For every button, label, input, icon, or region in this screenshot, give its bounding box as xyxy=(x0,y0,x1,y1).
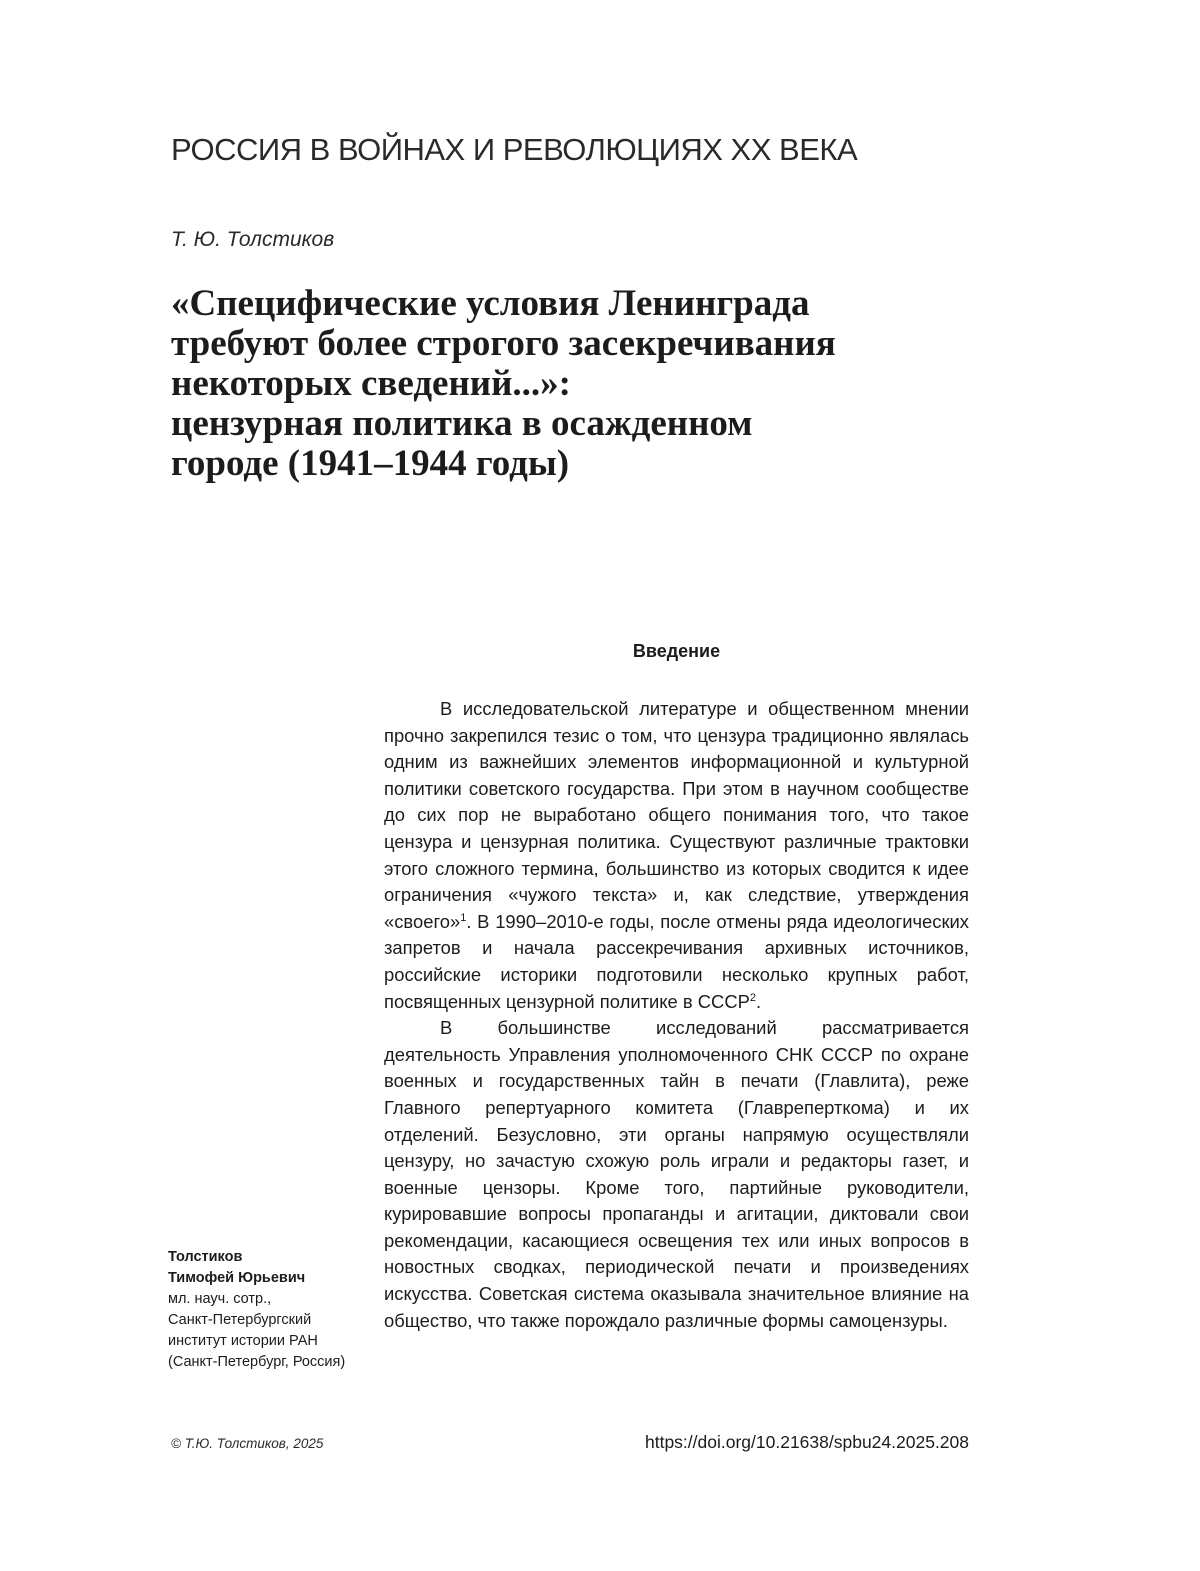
paragraph xyxy=(384,1015,969,1334)
article-title-line: некоторых сведений...»: xyxy=(171,363,571,404)
paragraph-text: . В 1990–2010-е годы, после отмены ряда идеологических запретов и начала рассекречивания архивных источников, российские историки подготовили несколько крупных работ, посвященных цензурной политике в СССР xyxy=(384,910,969,1012)
article-title-line: городе (1941–1944 годы) xyxy=(171,443,570,484)
doi-link[interactable]: https://doi.org/10.21638/spbu24.2025.208 xyxy=(644,1432,969,1452)
author-info xyxy=(168,1247,358,1373)
paragraph xyxy=(384,696,969,1015)
author-surname: Толстиков xyxy=(168,1249,243,1265)
article-title-line: цензурная политика в осажденном xyxy=(171,403,753,444)
footnote-ref[interactable]: 2 xyxy=(749,991,756,1004)
author-given-names: Тимофей Юрьевич xyxy=(168,1270,306,1286)
paragraph-text: В исследовательской литературе и общественном мнении прочно закрепился тезис о том, что цензура традиционно являлась одним из важнейших элементов информационной и культурной политики советского государства. При этом в научном сообществе до сих пор не выработано общего понимания того, что такое цензура и цензурная политика. Существуют различные трактовки этого сложного термина, большинство из которых сводится к идее ограничения «чужого текста» и, как следствие, утверждения «своего» xyxy=(384,698,969,932)
paragraph-text: . xyxy=(756,990,762,1012)
article-title xyxy=(171,284,991,484)
author-position: мл. науч. сотр., xyxy=(168,1291,272,1307)
paragraph-text: В большинстве исследований рассматривается деятельность Управления уполномоченного СНК СССР по охране военных и государственных тайн в печати (Главлита), реже Главного репертуарного комитета (Главреперткома) и их отделений. Безусловно, эти органы напрямую осуществляли цензуру, но зачастую схожую роль играли и редакторы газет, и военные цензоры. Кроме того, партийные руководители, курировавшие вопросы пропаганды и агитации, диктовали свои рекомендации, касающиеся освещения тех или иных вопросов в новостных сводках, периодической печати и произведениях искусства. Советская система оказывала значительное влияние на общество, что также порождало различные формы самоцензуры. xyxy=(384,1017,969,1331)
author-institute: Санкт-Петербургский институт истории РАН (Санкт-Петербург, Россия) xyxy=(168,1312,346,1370)
intro-heading: Введение xyxy=(632,641,721,661)
article-title-line: «Специфические условия Ленинграда xyxy=(171,283,810,324)
author-byline: Т. Ю. Толстиков xyxy=(171,228,335,251)
article-title-line: требуют более строгого засекречивания xyxy=(171,323,836,364)
section-title: РОССИЯ В ВОЙНАХ И РЕВОЛЮЦИЯХ XX ВЕКА xyxy=(171,132,858,167)
copyright: © Т.Ю. Толстиков, 2025 xyxy=(171,1436,324,1451)
footnote-ref[interactable]: 1 xyxy=(460,911,467,924)
body-text xyxy=(384,696,969,1334)
